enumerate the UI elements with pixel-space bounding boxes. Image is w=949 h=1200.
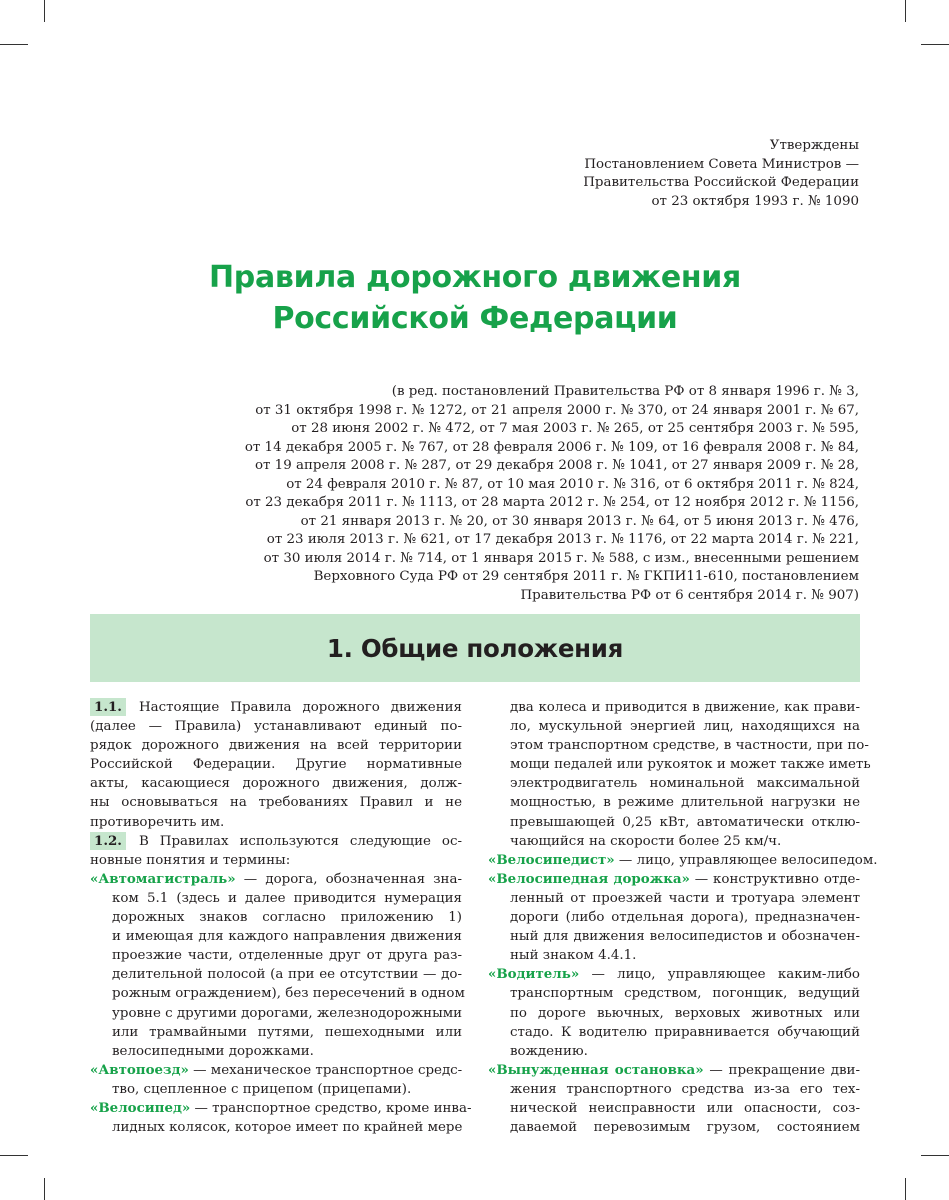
paragraph-line: мощи педалей или рукояток и может также иметь [510,757,871,773]
title-line-2: Российской Федерации [272,301,678,336]
crop-mark [905,1178,906,1200]
paragraph-line: тво, сцепленное с прицепом (прицепами). [112,1081,412,1097]
paragraph-line: два колеса и приводится в движение, как прави- [510,700,860,715]
section-heading [90,614,860,682]
crop-mark [921,44,949,45]
approval-line: Постановлением Совета Министров — [584,156,859,172]
paragraph-line: 1.2. В Правилах используются следующие ос- [90,832,462,851]
paragraph-line: ленный от проезжей части и тротуара элемент [510,890,860,906]
paragraph-line: ный для движения велосипедистов и обозначен- [510,929,860,945]
crop-mark [921,1155,949,1156]
term-label: «Велосипедная дорожка» [488,870,690,887]
section-title: 1. Общие положения [326,633,624,663]
amendments-block [245,383,859,605]
term-line: «Велосипедист» — лицо, управляющее велосипедом. [488,851,878,868]
paragraph-line: чающийся на скорости более 25 км/ч. [510,833,782,849]
amendment-line: от 23 декабря 2011 г. № 1113, от 28 марта 2012 г. № 254, от 12 ноября 2012 г. № 1156, [245,495,859,510]
paragraph-line: стадо. К водителю приравнивается обучающий [510,1024,860,1040]
paragraph-line: проезжие части, отделенные друг от друга раз- [112,948,462,964]
paragraph-line: акты, касающиеся дорожного движения, долж- [90,776,462,792]
paragraph-line: ный знаком 4.4.1. [510,948,637,964]
paragraph-line: этом транспортном средстве, в частности, при по- [510,738,869,754]
amendment-line: от 31 октября 1998 г. № 1272, от 21 апреля 2000 г. № 370, от 24 января 2001 г. № 67, [255,402,859,418]
paragraph-line: дорожных знаков согласно приложению 1) [112,910,462,926]
paragraph-line: нической неисправности или опасности, соз- [510,1100,860,1116]
term-label: «Автомагистраль» [90,870,236,887]
title-line-1: Правила дорожного движения [209,260,741,295]
term-line: «Водитель» — лицо, управляющее каким-либо [488,966,860,983]
paragraph-line: ком 5.1 (здесь и далее приводится нумерация [112,890,462,906]
paragraph-line: вождению. [510,1043,588,1059]
document-title [90,257,860,339]
paragraph-line: 1.1. Настоящие Правила дорожного движения [90,698,462,717]
term-line: «Велосипедная дорожка» — конструктивно отде- [488,870,860,887]
amendment-line: (в ред. постановлений Правительства РФ от 8 января 1996 г. № 3, [391,384,859,399]
right-column [488,698,878,1137]
term-label: «Автопоезд» [90,1061,189,1078]
approval-line: Утверждены [769,138,859,153]
crop-mark [0,1155,28,1156]
approval-line: Правительства Российской Федерации [583,175,859,190]
amendment-line: от 30 июля 2014 г. № 714, от 1 января 2015 г. № 588, с изм., внесенными решением [263,550,859,566]
paragraph-line: электродвигатель номинальной максимальной [510,776,860,792]
term-label: «Велосипед» [90,1099,191,1116]
term-label: «Вынужденная остановка» [488,1061,704,1078]
amendment-line: от 23 июля 2013 г. № 621, от 17 декабря 2013 г. № 1176, от 22 марта 2014 г. № 221, [266,532,859,547]
approval-block [583,137,859,211]
clause-number: 1.2. [90,832,126,850]
paragraph-line: уровне с другими дорогами, железнодорожными [112,1005,463,1021]
approval-line: от 23 октября 1993 г. № 1090 [651,193,859,209]
paragraph-line: превышающей 0,25 кВт, автоматически отклю- [510,814,860,830]
term-label: «Водитель» [488,966,580,983]
paragraph-line: рожным ограждением), без пересечений в одном [112,986,465,1002]
paragraph-line: (далее — Правила) устанавливают единый по- [90,719,462,735]
paragraph-line: ны основываться на требованиях Правил и не [90,795,462,811]
paragraph-line: Российской Федерации. Другие нормативные [90,757,462,773]
term-line: «Автопоезд» — механическое транспортное средс- [90,1061,463,1078]
paragraph-line: рядок дорожного движения на всей территории [90,738,462,754]
paragraph-line: лидных колясок, которое имеет по крайней мере [112,1120,463,1136]
amendment-line: Верховного Суда РФ от 29 сентября 2011 г. № ГКПИ11-610, постановлением [313,569,859,584]
term-label: «Велосипедист» [488,851,615,868]
paragraph-line: велосипедными дорожками. [112,1043,314,1059]
paragraph-line: по дороге вьючных, верховых животных или [510,1005,860,1021]
amendment-line: от 24 февраля 2010 г. № 87, от 10 мая 2010 г. № 316, от 6 октября 2011 г. № 824, [286,476,859,492]
paragraph-line: и имеющая для каждого направления движения [112,929,462,945]
amendment-line: от 14 декабря 2005 г. № 767, от 28 февраля 2006 г. № 109, от 16 февраля 2008 г. № 84, [244,439,859,455]
left-column [90,698,472,1137]
amendment-line: от 21 января 2013 г. № 20, от 30 января 2013 г. № 64, от 5 июня 2013 г. № 476, [300,513,859,529]
term-line: «Велосипед» — транспортное средство, кроме инва- [90,1099,472,1116]
paragraph-line: ло, мускульной энергией лиц, находящихся на [510,719,860,735]
paragraph-line: новные понятия и термины: [90,852,291,868]
paragraph-line: или трамвайными путями, пешеходными или [112,1024,462,1040]
paragraph-line: мощностью, в режиме длительной нагрузки не [510,795,860,811]
paragraph-line: дороги (либо отдельная дорога), предназначен- [510,910,860,926]
paragraph-line: даваемой перевозимым грузом, состоянием [510,1120,860,1136]
amendment-line: от 28 июня 2002 г. № 472, от 7 мая 2003 г. № 265, от 25 сентября 2003 г. № 595, [291,421,859,436]
paragraph-line: жения транспортного средства из-за его тех- [510,1081,860,1097]
paragraph-line: транспортным средством, погонщик, ведущий [510,986,860,1002]
term-line: «Вынужденная остановка» — прекращение дви- [488,1061,861,1078]
paragraph-line: противоречить им. [90,814,225,830]
crop-mark [905,0,906,22]
crop-mark [44,0,45,22]
paragraph-line: делительной полосой (а при ее отсутствии — до- [112,967,462,983]
amendment-line: от 19 апреля 2008 г. № 287, от 29 декабря 2008 г. № 1041, от 27 января 2009 г. № 28, [254,458,859,473]
clause-number: 1.1. [90,698,126,716]
term-line: «Автомагистраль» — дорога, обозначенная зна- [90,870,462,887]
crop-mark [0,44,28,45]
crop-mark [44,1178,45,1200]
amendment-line: Правительства РФ от 6 сентября 2014 г. № 907) [520,587,859,603]
